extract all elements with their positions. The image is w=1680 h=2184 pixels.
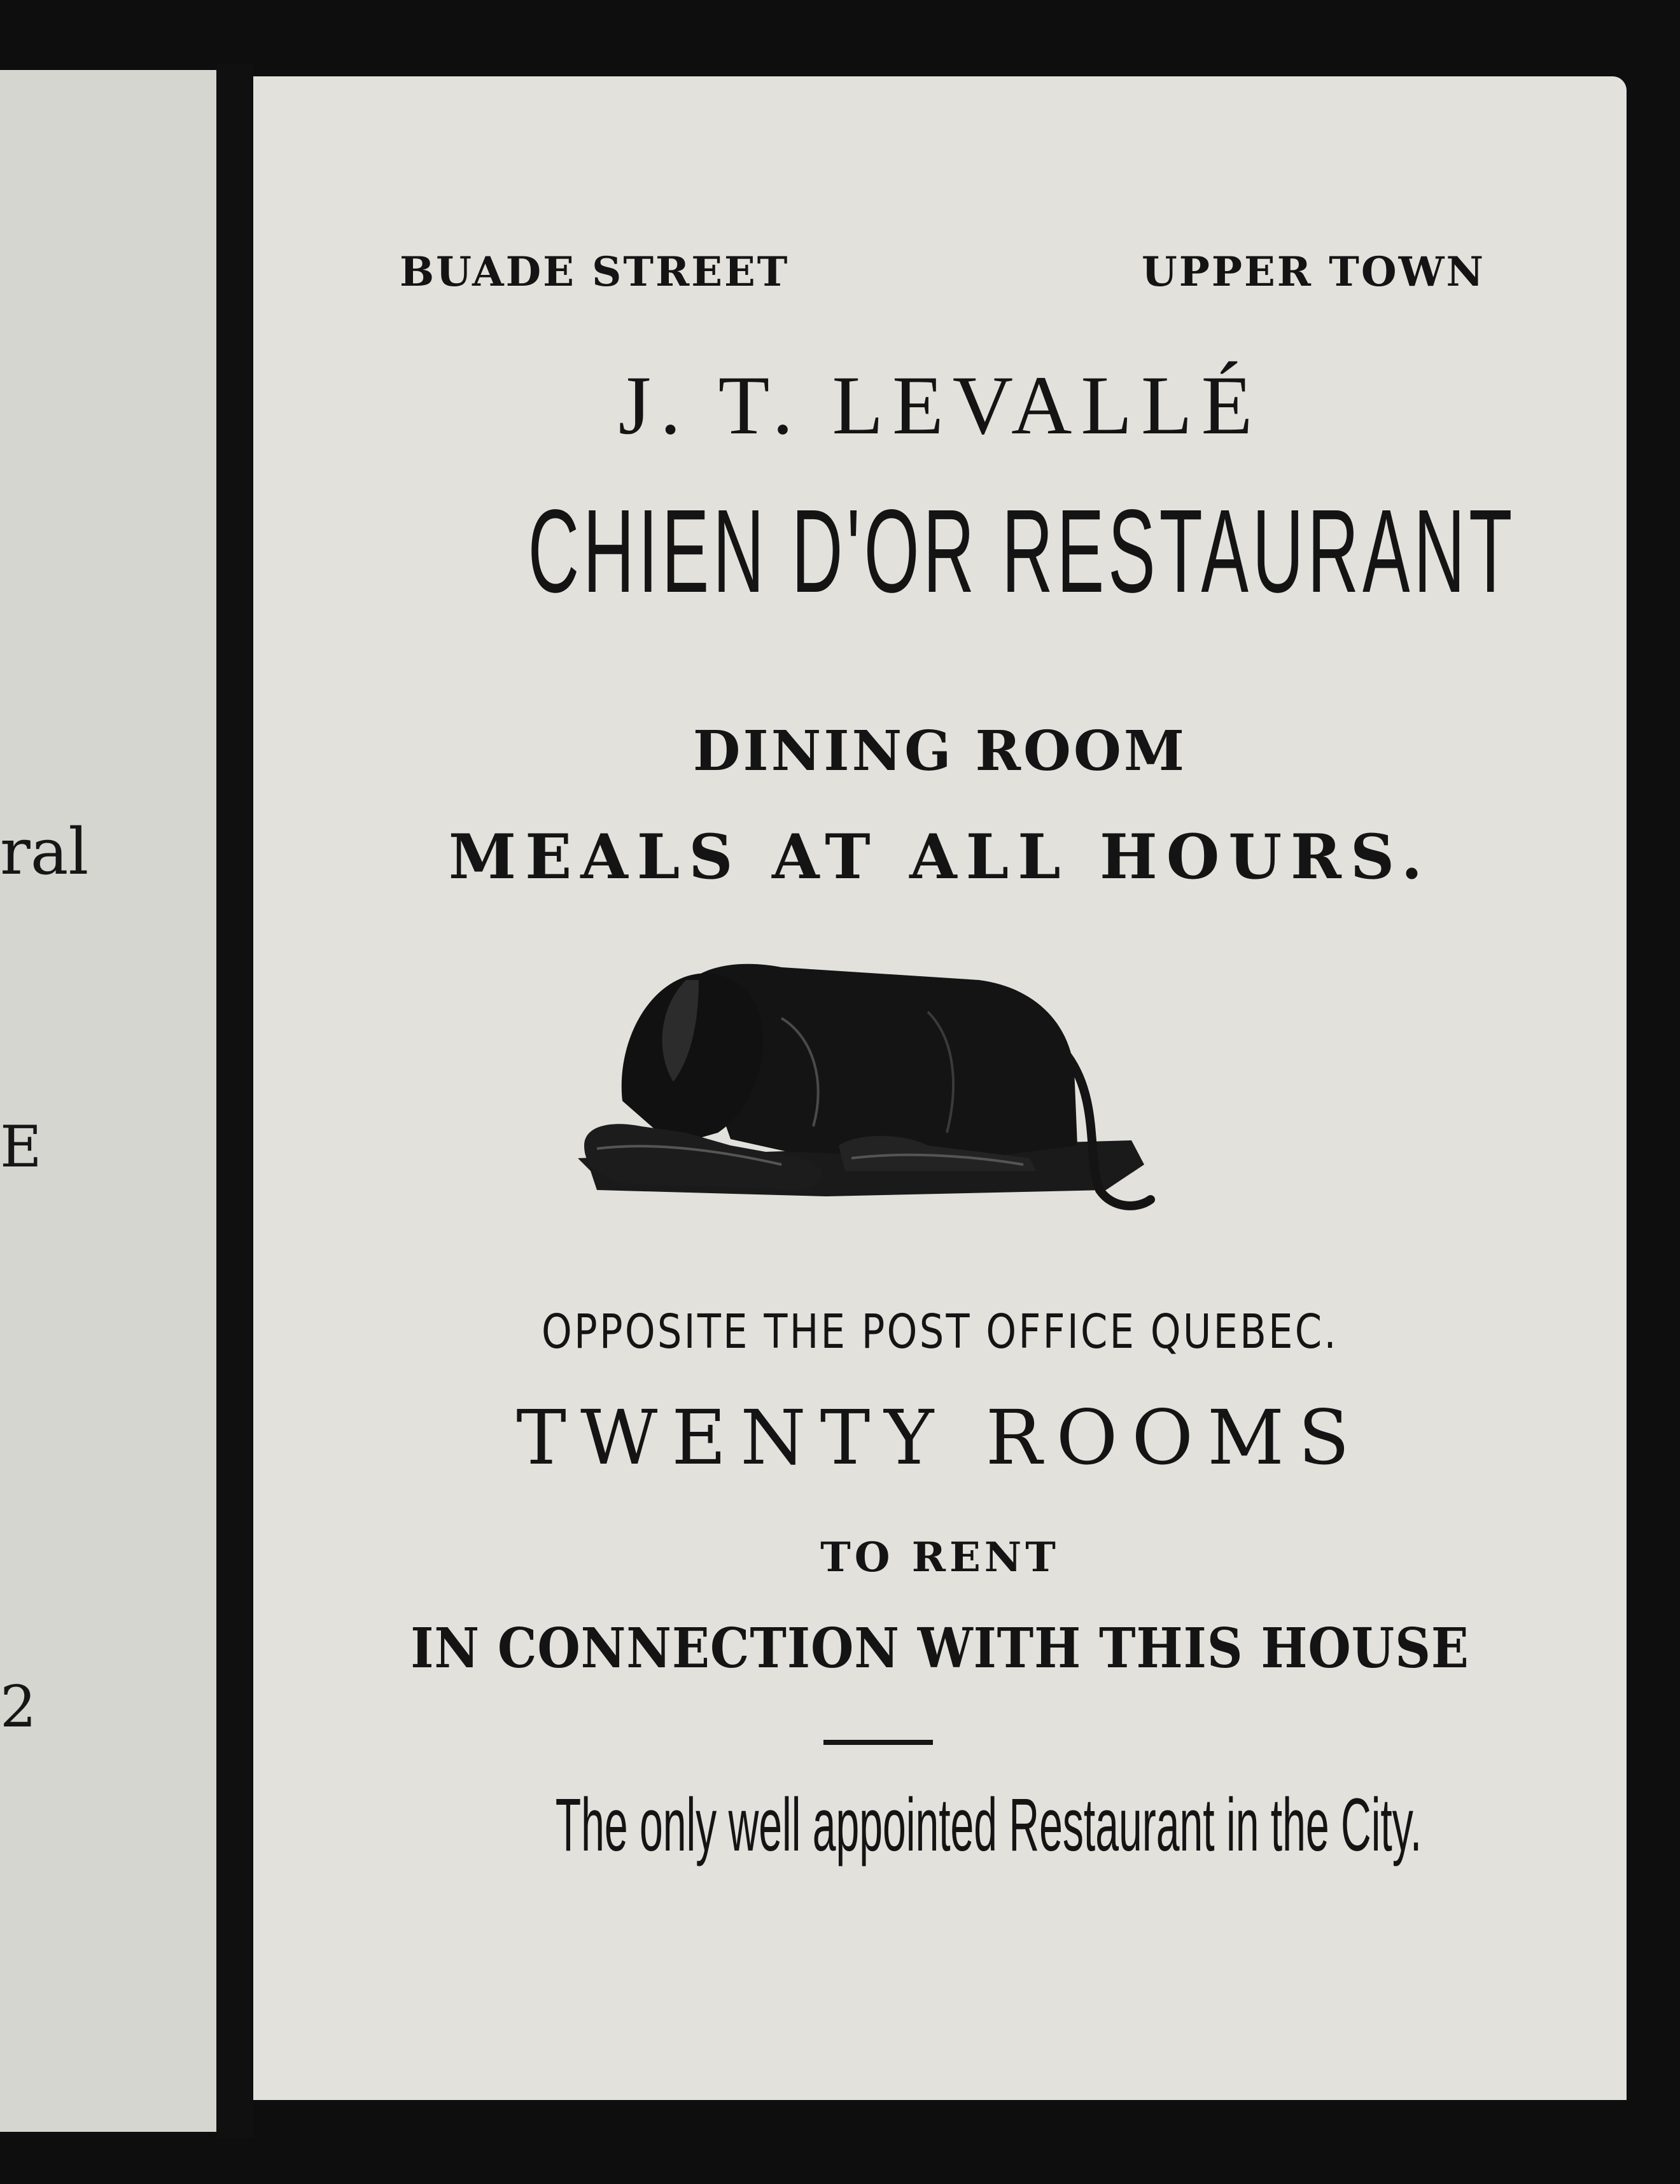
dining-room-label: DINING ROOM	[692, 719, 1187, 783]
divider-rule	[823, 1740, 933, 1745]
location-line: OPPOSITE THE POST OFFICE QUEBEC.	[542, 1305, 1338, 1359]
rooms-headline: TWENTY ROOMS	[516, 1394, 1364, 1481]
district-label: UPPER TOWN	[1141, 248, 1485, 296]
left-page-fragment: E	[0, 1114, 42, 1180]
meals-line: MEALS AT ALL HOURS.	[448, 821, 1432, 893]
left-page-fragment: ral	[0, 815, 89, 889]
tagline: The only well appointed Restaurant in the City.	[555, 1783, 1422, 1867]
street-address: BUADE STREET	[400, 248, 790, 296]
restaurant-title: CHIEN D'OR RESTAURANT	[528, 486, 1516, 617]
to-rent-label: TO RENT	[820, 1534, 1060, 1581]
advertisement-page	[253, 76, 1627, 2100]
dog-engraving-icon	[571, 891, 1182, 1247]
proprietor-name: J. T. LEVALLÉ	[618, 358, 1262, 452]
book-gutter	[216, 64, 253, 2138]
left-facing-page	[0, 70, 216, 2132]
left-page-fragment: 2	[0, 1674, 37, 1740]
connection-line: IN CONNECTION WITH THIS HOUSE	[410, 1616, 1469, 1681]
